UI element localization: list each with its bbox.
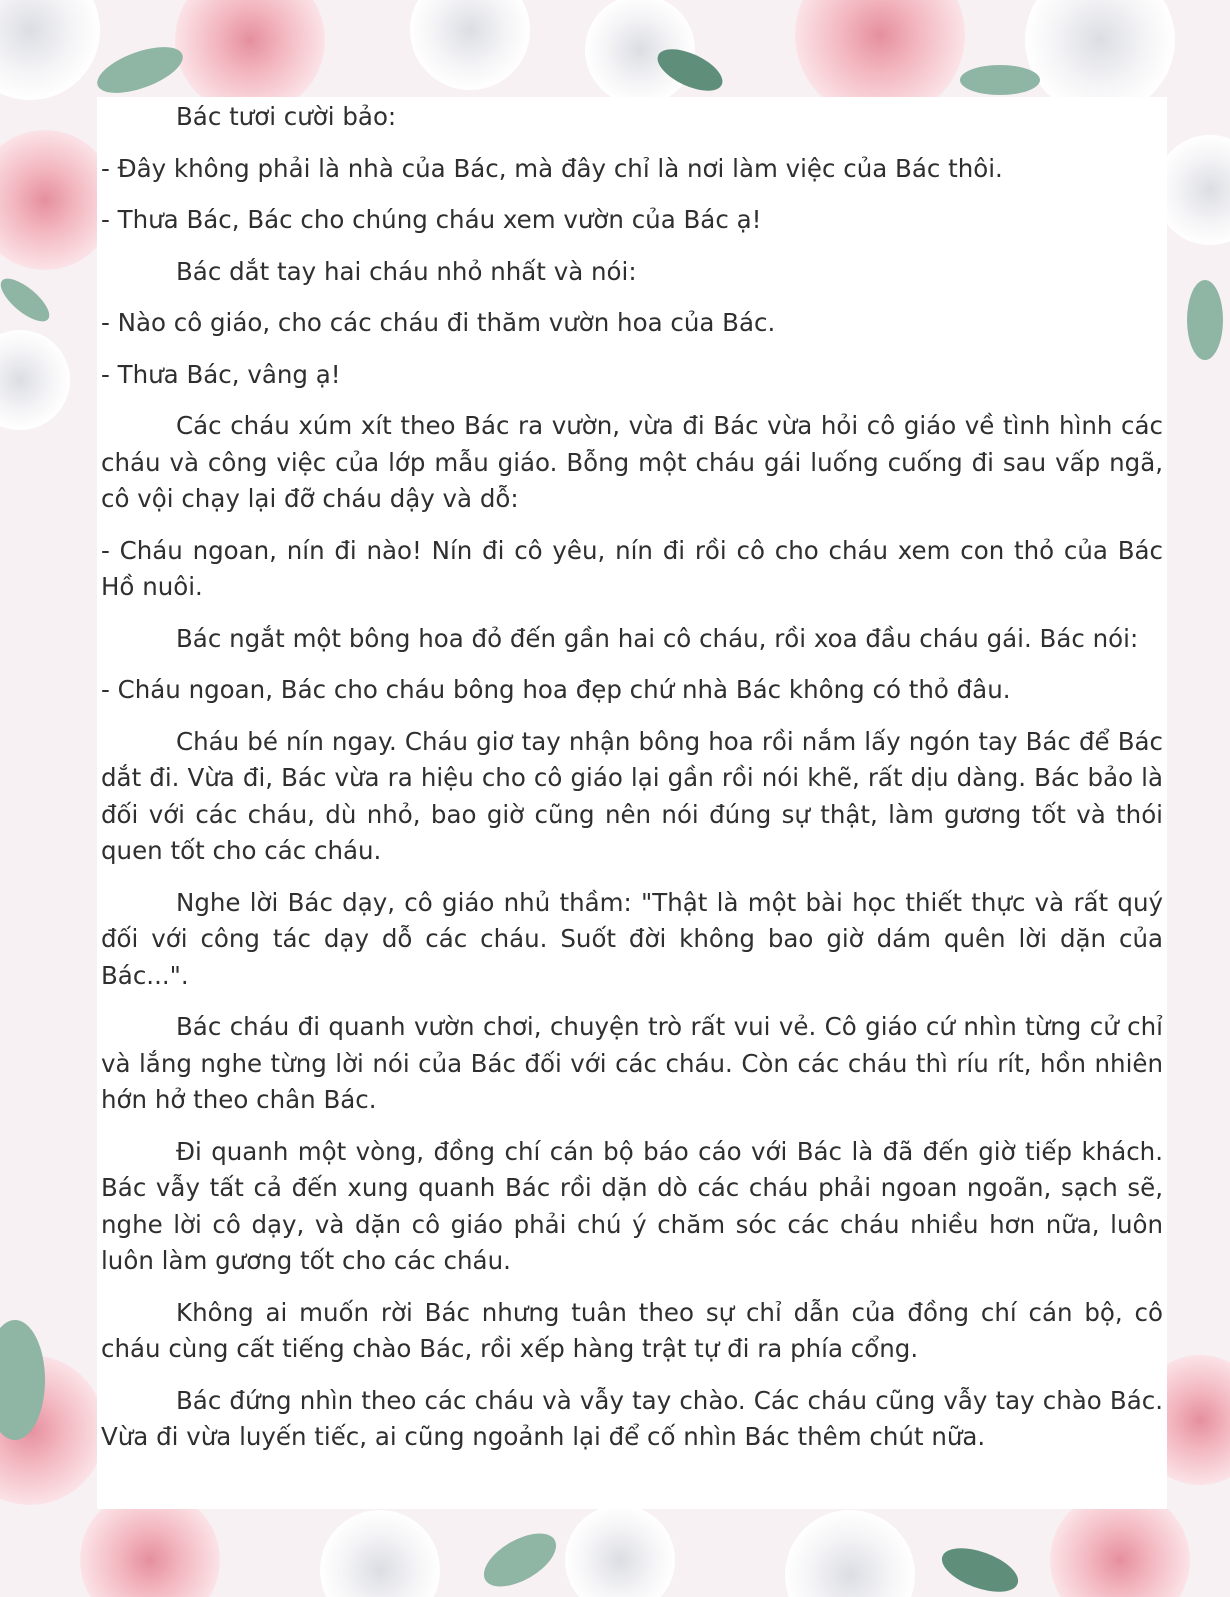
paragraph: - Thưa Bác, Bác cho chúng cháu xem vườn của Bác ạ! xyxy=(101,205,762,234)
paragraph: - Cháu ngoan, nín đi nào! Nín đi cô yêu, nín đi rồi cô cho cháu xem con thỏ của Bác Hồ nuôi. xyxy=(101,535,1163,601)
paragraph: - Nào cô giáo, cho các cháu đi thăm vườn hoa của Bác. xyxy=(101,308,776,337)
paragraph: Các cháu xúm xít theo Bác ra vườn, vừa đi Bác vừa hỏi cô giáo về tình hình các cháu và công việc của lớp mẫu giáo. Bỗng một cháu gái luống cuống đi sau vấp ngã, cô vội chạy lại đỡ cháu dậy và dỗ: xyxy=(101,411,1163,513)
paragraph: Đi quanh một vòng, đồng chí cán bộ báo cáo với Bác là đã đến giờ tiếp khách. Bác vẫy tất cả đến xung quanh Bác rồi dặn dò các cháu phải ngoan ngoãn, sạch sẽ, nghe lời cô dạy, và dặn cô giáo phải chú ý chăm sóc các cháu nhiều hơn nữa, luôn luôn làm gương tốt cho các cháu. xyxy=(101,1136,1163,1275)
paragraph: - Cháu ngoan, Bác cho cháu bông hoa đẹp chứ nhà Bác không có thỏ đâu. xyxy=(101,675,1011,704)
paragraph: Cháu bé nín ngay. Cháu giơ tay nhận bông hoa rồi nắm lấy ngón tay Bác để Bác dắt đi. Vừa đi, Bác vừa ra hiệu cho cô giáo lại gần rồi nói khẽ, rất dịu dàng. Bác bảo là đối với các cháu, dù nhỏ, bao giờ cũng nên nói đúng sự thật, làm gương tốt và thói quen tốt cho các cháu. xyxy=(101,726,1163,865)
paragraph: Bác đứng nhìn theo các cháu và vẫy tay chào. Các cháu cũng vẫy tay chào Bác. Vừa đi vừa luyến tiếc, ai cũng ngoảnh lại để cố nhìn Bác thêm chút nữa. xyxy=(101,1385,1163,1451)
paragraph: Bác ngắt một bông hoa đỏ đến gần hai cô cháu, rồi xoa đầu cháu gái. Bác nói: xyxy=(176,623,1139,653)
text-page xyxy=(97,97,1167,1509)
paragraph: Bác cháu đi quanh vườn chơi, chuyện trò rất vui vẻ. Cô giáo cứ nhìn từng cử chỉ và lắng nghe từng lời nói của Bác đối với các cháu. Còn các cháu thì ríu rít, hồn nhiên hớn hở theo chân Bác. xyxy=(101,1012,1163,1114)
paragraph: - Thưa Bác, vâng ạ! xyxy=(101,359,341,389)
paragraph: Bác tươi cười bảo: xyxy=(176,102,397,131)
paragraph: Nghe lời Bác dạy, cô giáo nhủ thầm: "Thật là một bài học thiết thực và rất quý đối với công tác dạy dỗ các cháu. Suốt đời không bao giờ dám quên lời dặn của Bác...". xyxy=(101,887,1163,990)
paragraph: Không ai muốn rời Bác nhưng tuân theo sự chỉ dẫn của đồng chí cán bộ, cô cháu cùng cất tiếng chào Bác, rồi xếp hàng trật tự đi ra phía cổng. xyxy=(101,1297,1163,1363)
paragraph: Bác dắt tay hai cháu nhỏ nhất và nói: xyxy=(176,256,637,286)
paragraph: - Đây không phải là nhà của Bác, mà đây chỉ là nơi làm việc của Bác thôi. xyxy=(101,153,1003,183)
